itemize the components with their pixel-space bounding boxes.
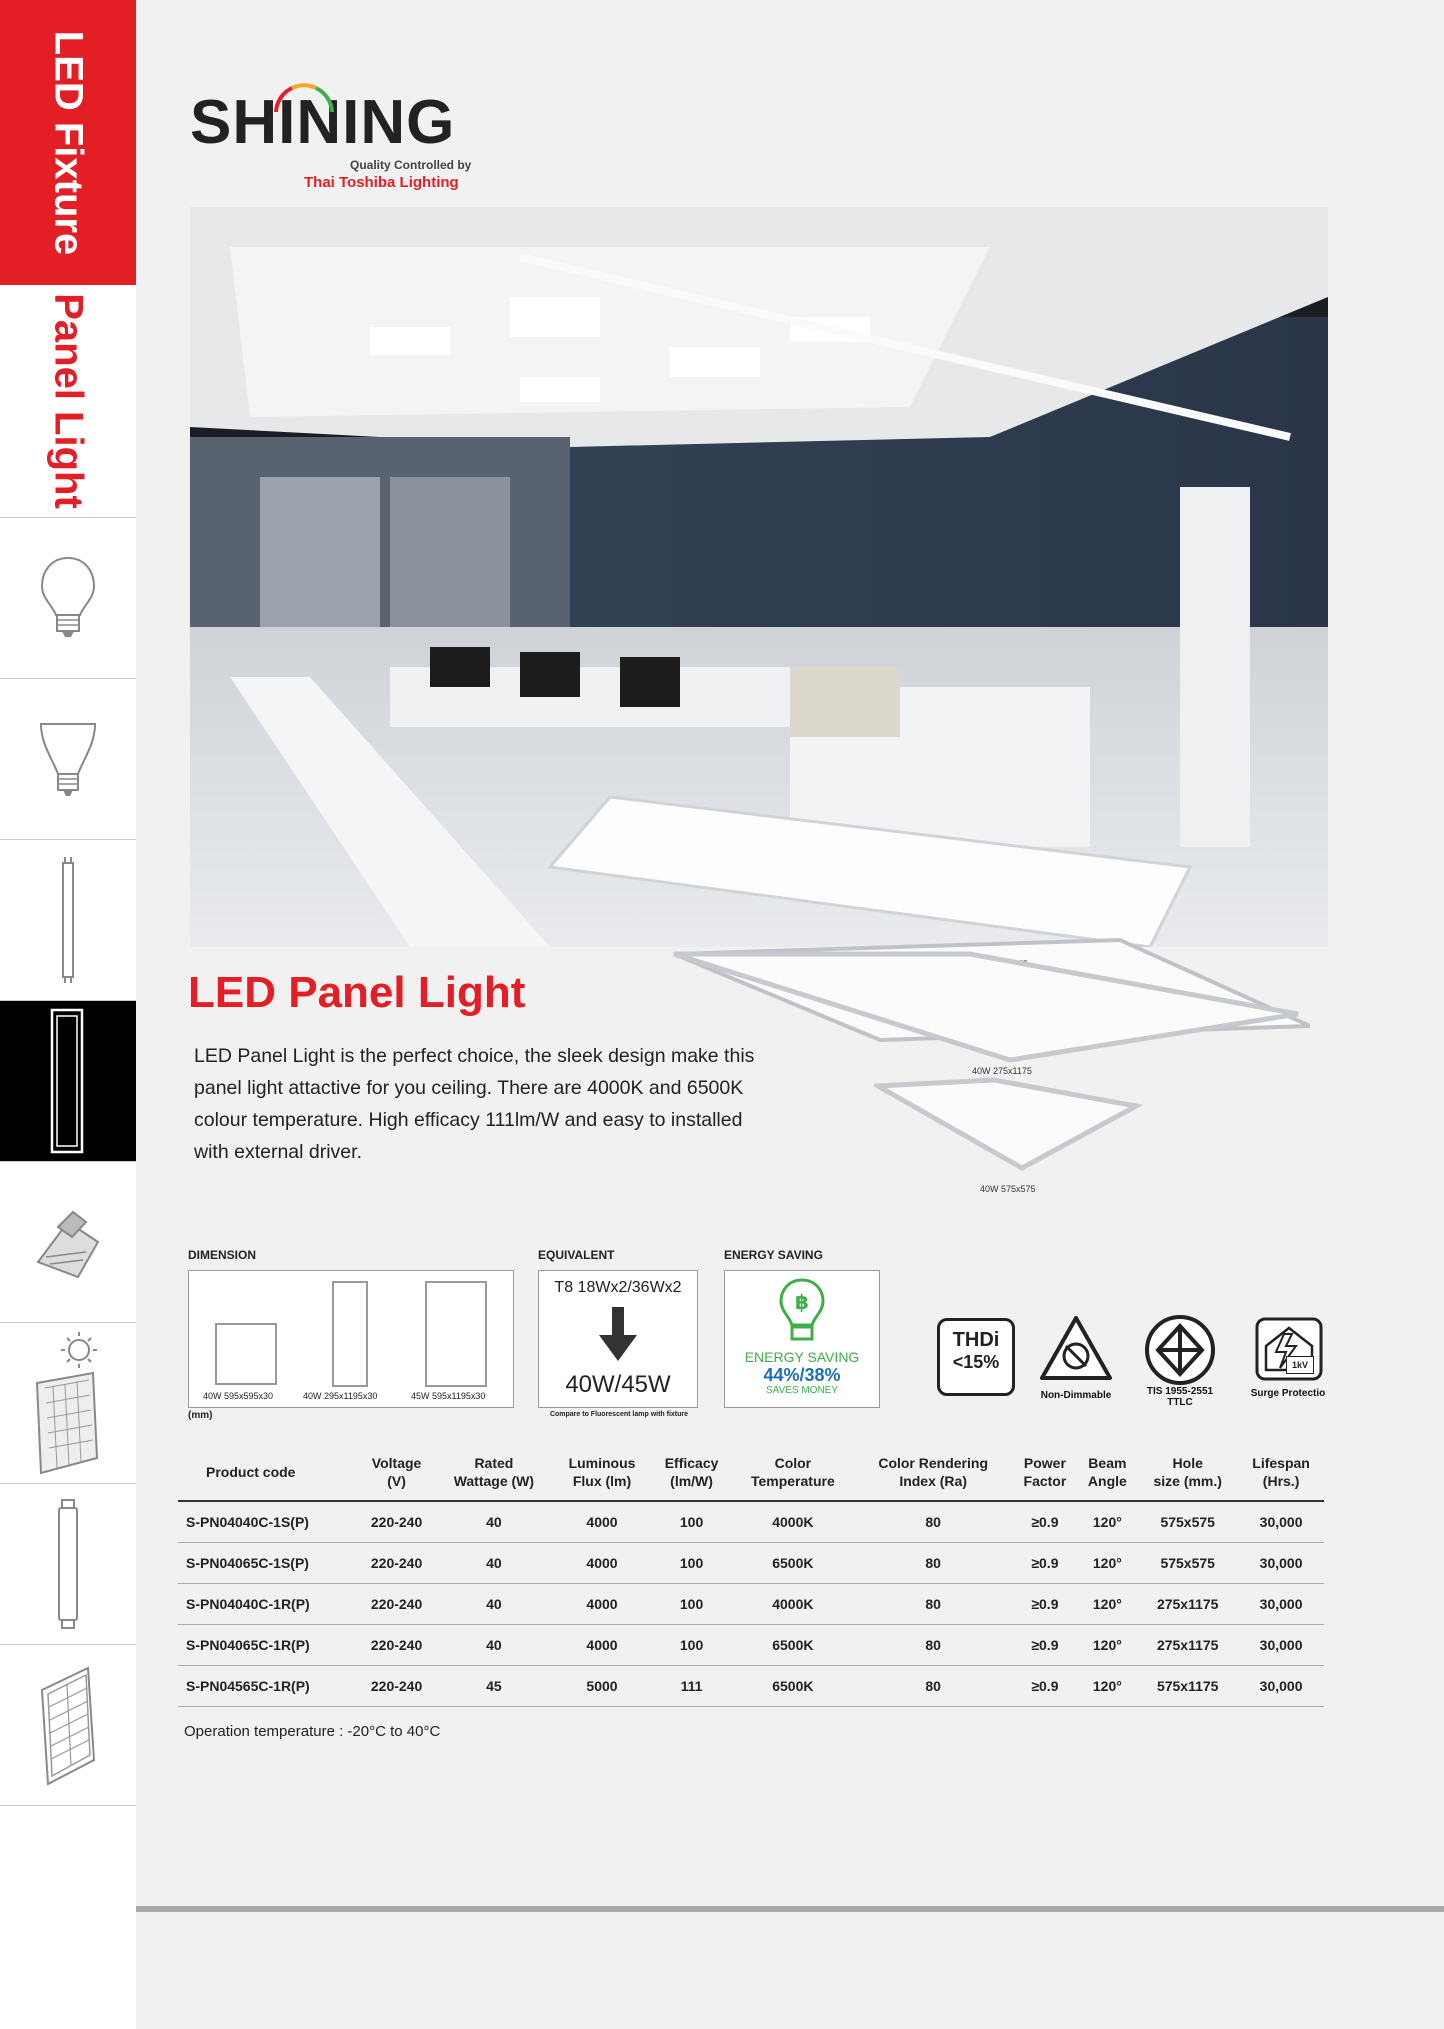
cell-color-temp: 6500K [732, 1666, 854, 1707]
col-header [435, 1442, 553, 1501]
sidebar-category-label: LED Fixture [46, 30, 91, 255]
energy-bulb-icon [777, 1277, 827, 1349]
cell-hole-size: 575x575 [1137, 1501, 1238, 1543]
reflector-bulb-icon [38, 714, 98, 804]
col-header-line: Hole [1172, 1455, 1203, 1471]
table-row [178, 1666, 1324, 1707]
col-header-line: Beam [1088, 1455, 1127, 1471]
cell-cri: 80 [854, 1666, 1012, 1707]
cell-beam-angle: 120° [1078, 1584, 1138, 1625]
col-header-line: (V) [387, 1473, 406, 1489]
col-header-line: (lm/W) [670, 1473, 713, 1489]
dimension-item-1: 40W 595x595x30 [203, 1391, 274, 1401]
col-header-line: Lifespan [1252, 1455, 1310, 1471]
cell-hole-size: 275x1175 [1137, 1584, 1238, 1625]
cell-product-code: S-PN04065C-1S(P) [178, 1543, 358, 1584]
cell-cri: 80 [854, 1543, 1012, 1584]
cell-power-factor: ≥0.9 [1012, 1501, 1077, 1543]
equivalent-note: Compare to Fluorescent lamp with fixture [549, 1411, 689, 1418]
col-header-line: Flux (lm) [572, 1473, 632, 1489]
col-header-line: Product code [206, 1464, 296, 1480]
col-header-line: Power [1023, 1455, 1066, 1471]
sidebar-item-tube[interactable] [0, 840, 136, 1001]
cell-lifespan: 30,000 [1238, 1625, 1324, 1666]
equivalent-box [538, 1270, 698, 1408]
tis-label-line2: TTLC [1167, 1397, 1193, 1408]
dimension-wide-shape [425, 1281, 487, 1387]
sidebar-category-tab[interactable] [0, 0, 136, 285]
panel-label-40w-square: 40W 575x575 [980, 1184, 1036, 1194]
table-row [178, 1625, 1324, 1666]
cell-product-code: S-PN04065C-1R(P) [178, 1625, 358, 1666]
col-header [1012, 1442, 1077, 1501]
sidebar-item-highbay[interactable] [0, 1162, 136, 1323]
dimension-item-2: 40W 295x1195x30 [303, 1391, 378, 1401]
cell-hole-size: 575x575 [1137, 1543, 1238, 1584]
table-row [178, 1584, 1324, 1625]
operation-temperature-note: Operation temperature : -20°C to 40°C [184, 1723, 441, 1740]
highbay-icon [28, 1202, 108, 1282]
col-header-line: Voltage [371, 1455, 422, 1471]
cell-wattage: 40 [435, 1584, 553, 1625]
col-header [854, 1442, 1012, 1501]
col-header [1238, 1442, 1324, 1501]
hero-office-photo [190, 207, 1328, 947]
col-header [358, 1442, 435, 1501]
panel-label-40w-long: 40W 275x1175 [972, 1066, 1032, 1076]
cell-hole-size: 575x1175 [1137, 1666, 1238, 1707]
sidebar-item-bulb[interactable] [0, 518, 136, 679]
col-header [1137, 1442, 1238, 1501]
dimension-square-shape [215, 1323, 277, 1385]
sidebar-item-troffer[interactable] [0, 1645, 136, 1806]
dimension-slim-shape [332, 1281, 368, 1387]
tis-label [1130, 1386, 1230, 1408]
cell-wattage: 40 [435, 1543, 553, 1584]
col-header [651, 1442, 731, 1501]
tis-label-line1: TIS 1955-2551 [1146, 1386, 1214, 1397]
cell-color-temp: 6500K [732, 1625, 854, 1666]
cell-cri: 80 [854, 1625, 1012, 1666]
cell-beam-angle: 120° [1078, 1666, 1138, 1707]
cell-power-factor: ≥0.9 [1012, 1625, 1077, 1666]
office-scene-illustration [190, 207, 1328, 947]
col-header [732, 1442, 854, 1501]
product-description: LED Panel Light is the perfect choice, the sleek design make this panel light attactive for you ceiling. There are 4000K and 6500K colour temperature. High efficacy 111lm/W and easy to installed with external driver. [194, 1045, 755, 1163]
cell-wattage: 40 [435, 1625, 553, 1666]
brand-logo[interactable] [190, 88, 472, 191]
sidebar-item-panel-light[interactable] [0, 1001, 136, 1162]
panel-light-icon [48, 1006, 88, 1156]
cell-beam-angle: 120° [1078, 1625, 1138, 1666]
energy-saving-title: ENERGY SAVING [744, 1349, 860, 1365]
surge-protection-label: Surge Protectio [1250, 1388, 1326, 1399]
cell-wattage: 40 [435, 1501, 553, 1543]
cell-product-code: S-PN04040C-1S(P) [178, 1501, 358, 1543]
panel-40w-square-image [874, 1076, 1144, 1176]
cell-power-factor: ≥0.9 [1012, 1666, 1077, 1707]
dimension-unit: (mm) [188, 1410, 213, 1421]
cell-efficacy: 100 [651, 1625, 731, 1666]
col-header [553, 1442, 652, 1501]
product-title: LED Panel Light [188, 968, 526, 1017]
cell-voltage: 220-240 [358, 1584, 435, 1625]
energy-saving-sub: SAVES MONEY [765, 1385, 839, 1396]
col-header-line: Luminous [568, 1455, 636, 1471]
cell-flux: 4000 [553, 1625, 652, 1666]
t5-tube-icon [48, 1494, 88, 1634]
col-header [178, 1442, 358, 1501]
cell-color-temp: 6500K [732, 1543, 854, 1584]
cell-voltage: 220-240 [358, 1666, 435, 1707]
energy-saving-box [724, 1270, 880, 1408]
cell-product-code: S-PN04565C-1R(P) [178, 1666, 358, 1707]
cell-cri: 80 [854, 1584, 1012, 1625]
cell-cri: 80 [854, 1501, 1012, 1543]
cell-efficacy: 111 [651, 1666, 731, 1707]
col-header-line: size (mm.) [1153, 1473, 1222, 1489]
sidebar-item-solar-light[interactable] [0, 1323, 136, 1484]
table-row [178, 1543, 1324, 1584]
cell-beam-angle: 120° [1078, 1501, 1138, 1543]
thdi-badge [937, 1318, 1015, 1396]
cell-lifespan: 30,000 [1238, 1666, 1324, 1707]
logo-color-arc-icon [272, 78, 336, 114]
energy-saving-value: 44%/38% [763, 1365, 841, 1385]
col-header-line: Index (Ra) [899, 1473, 967, 1489]
sidebar-subcategory-label: Panel Light [46, 293, 91, 509]
col-header-line: (Hrs.) [1262, 1473, 1300, 1489]
cell-product-code: S-PN04040C-1R(P) [178, 1584, 358, 1625]
cell-efficacy: 100 [651, 1543, 731, 1584]
cell-power-factor: ≥0.9 [1012, 1584, 1077, 1625]
table-header-row [178, 1442, 1324, 1501]
cell-color-temp: 4000K [732, 1584, 854, 1625]
logo-quality-line: Quality Controlled by [350, 158, 472, 172]
spec-table [178, 1442, 1324, 1707]
cell-voltage: 220-240 [358, 1543, 435, 1584]
cell-flux: 4000 [553, 1501, 652, 1543]
dimension-box [188, 1270, 514, 1408]
sidebar [0, 0, 137, 2029]
cell-beam-angle: 120° [1078, 1543, 1138, 1584]
thdi-line1: THDi [952, 1329, 1000, 1351]
cell-efficacy: 100 [651, 1584, 731, 1625]
non-dimmable-label: Non-Dimmable [1040, 1390, 1112, 1401]
cell-lifespan: 30,000 [1238, 1543, 1324, 1584]
tube-icon [53, 855, 83, 985]
logo-wordmark: SHINING [190, 88, 456, 157]
logo-company: Thai Toshiba Lighting [304, 174, 459, 191]
col-header-line: Wattage (W) [453, 1473, 535, 1489]
sidebar-item-t5-tube[interactable] [0, 1484, 136, 1645]
col-header-line: Angle [1087, 1473, 1127, 1489]
cell-color-temp: 4000K [732, 1501, 854, 1543]
col-header-line: Rated [474, 1455, 514, 1471]
col-header-line: Temperature [750, 1473, 835, 1489]
cell-hole-size: 275x1175 [1137, 1625, 1238, 1666]
equivalent-from: T8 18Wx2/36Wx2 [554, 1279, 682, 1296]
surge-rating-badge: 1kV [1286, 1356, 1314, 1374]
solar-light-icon [23, 1328, 113, 1478]
sidebar-subcategory-tab[interactable] [0, 285, 136, 518]
cell-flux: 4000 [553, 1584, 652, 1625]
sidebar-item-reflector-bulb[interactable] [0, 679, 136, 840]
thdi-line2: <15% [952, 1352, 1000, 1372]
cell-voltage: 220-240 [358, 1625, 435, 1666]
col-header-line: Color [774, 1455, 812, 1471]
dimension-item-3: 45W 595x1195x30 [411, 1391, 486, 1401]
table-row [178, 1501, 1324, 1543]
cell-power-factor: ≥0.9 [1012, 1543, 1077, 1584]
non-dimmable-icon [1038, 1314, 1114, 1384]
equivalent-to: 40W/45W [565, 1371, 671, 1398]
troffer-icon [28, 1660, 108, 1790]
down-arrow-icon [595, 1307, 641, 1363]
equivalent-label: EQUIVALENT [538, 1248, 615, 1262]
cell-wattage: 45 [435, 1666, 553, 1707]
cell-lifespan: 30,000 [1238, 1501, 1324, 1543]
col-header-line: Efficacy [664, 1455, 719, 1471]
bottom-divider [136, 1906, 1444, 1912]
bulb-icon [38, 553, 98, 643]
dimension-label: DIMENSION [188, 1248, 257, 1262]
col-header [1078, 1442, 1138, 1501]
cell-lifespan: 30,000 [1238, 1584, 1324, 1625]
svg-text:฿: ฿ [795, 1290, 809, 1314]
energy-saving-label: ENERGY SAVING [724, 1248, 823, 1262]
cell-voltage: 220-240 [358, 1501, 435, 1543]
col-header-line: Factor [1023, 1473, 1067, 1489]
cell-flux: 5000 [553, 1666, 652, 1707]
tis-certification-icon [1144, 1314, 1216, 1386]
col-header-line: Color Rendering [878, 1455, 988, 1471]
cell-flux: 4000 [553, 1543, 652, 1584]
cell-efficacy: 100 [651, 1501, 731, 1543]
